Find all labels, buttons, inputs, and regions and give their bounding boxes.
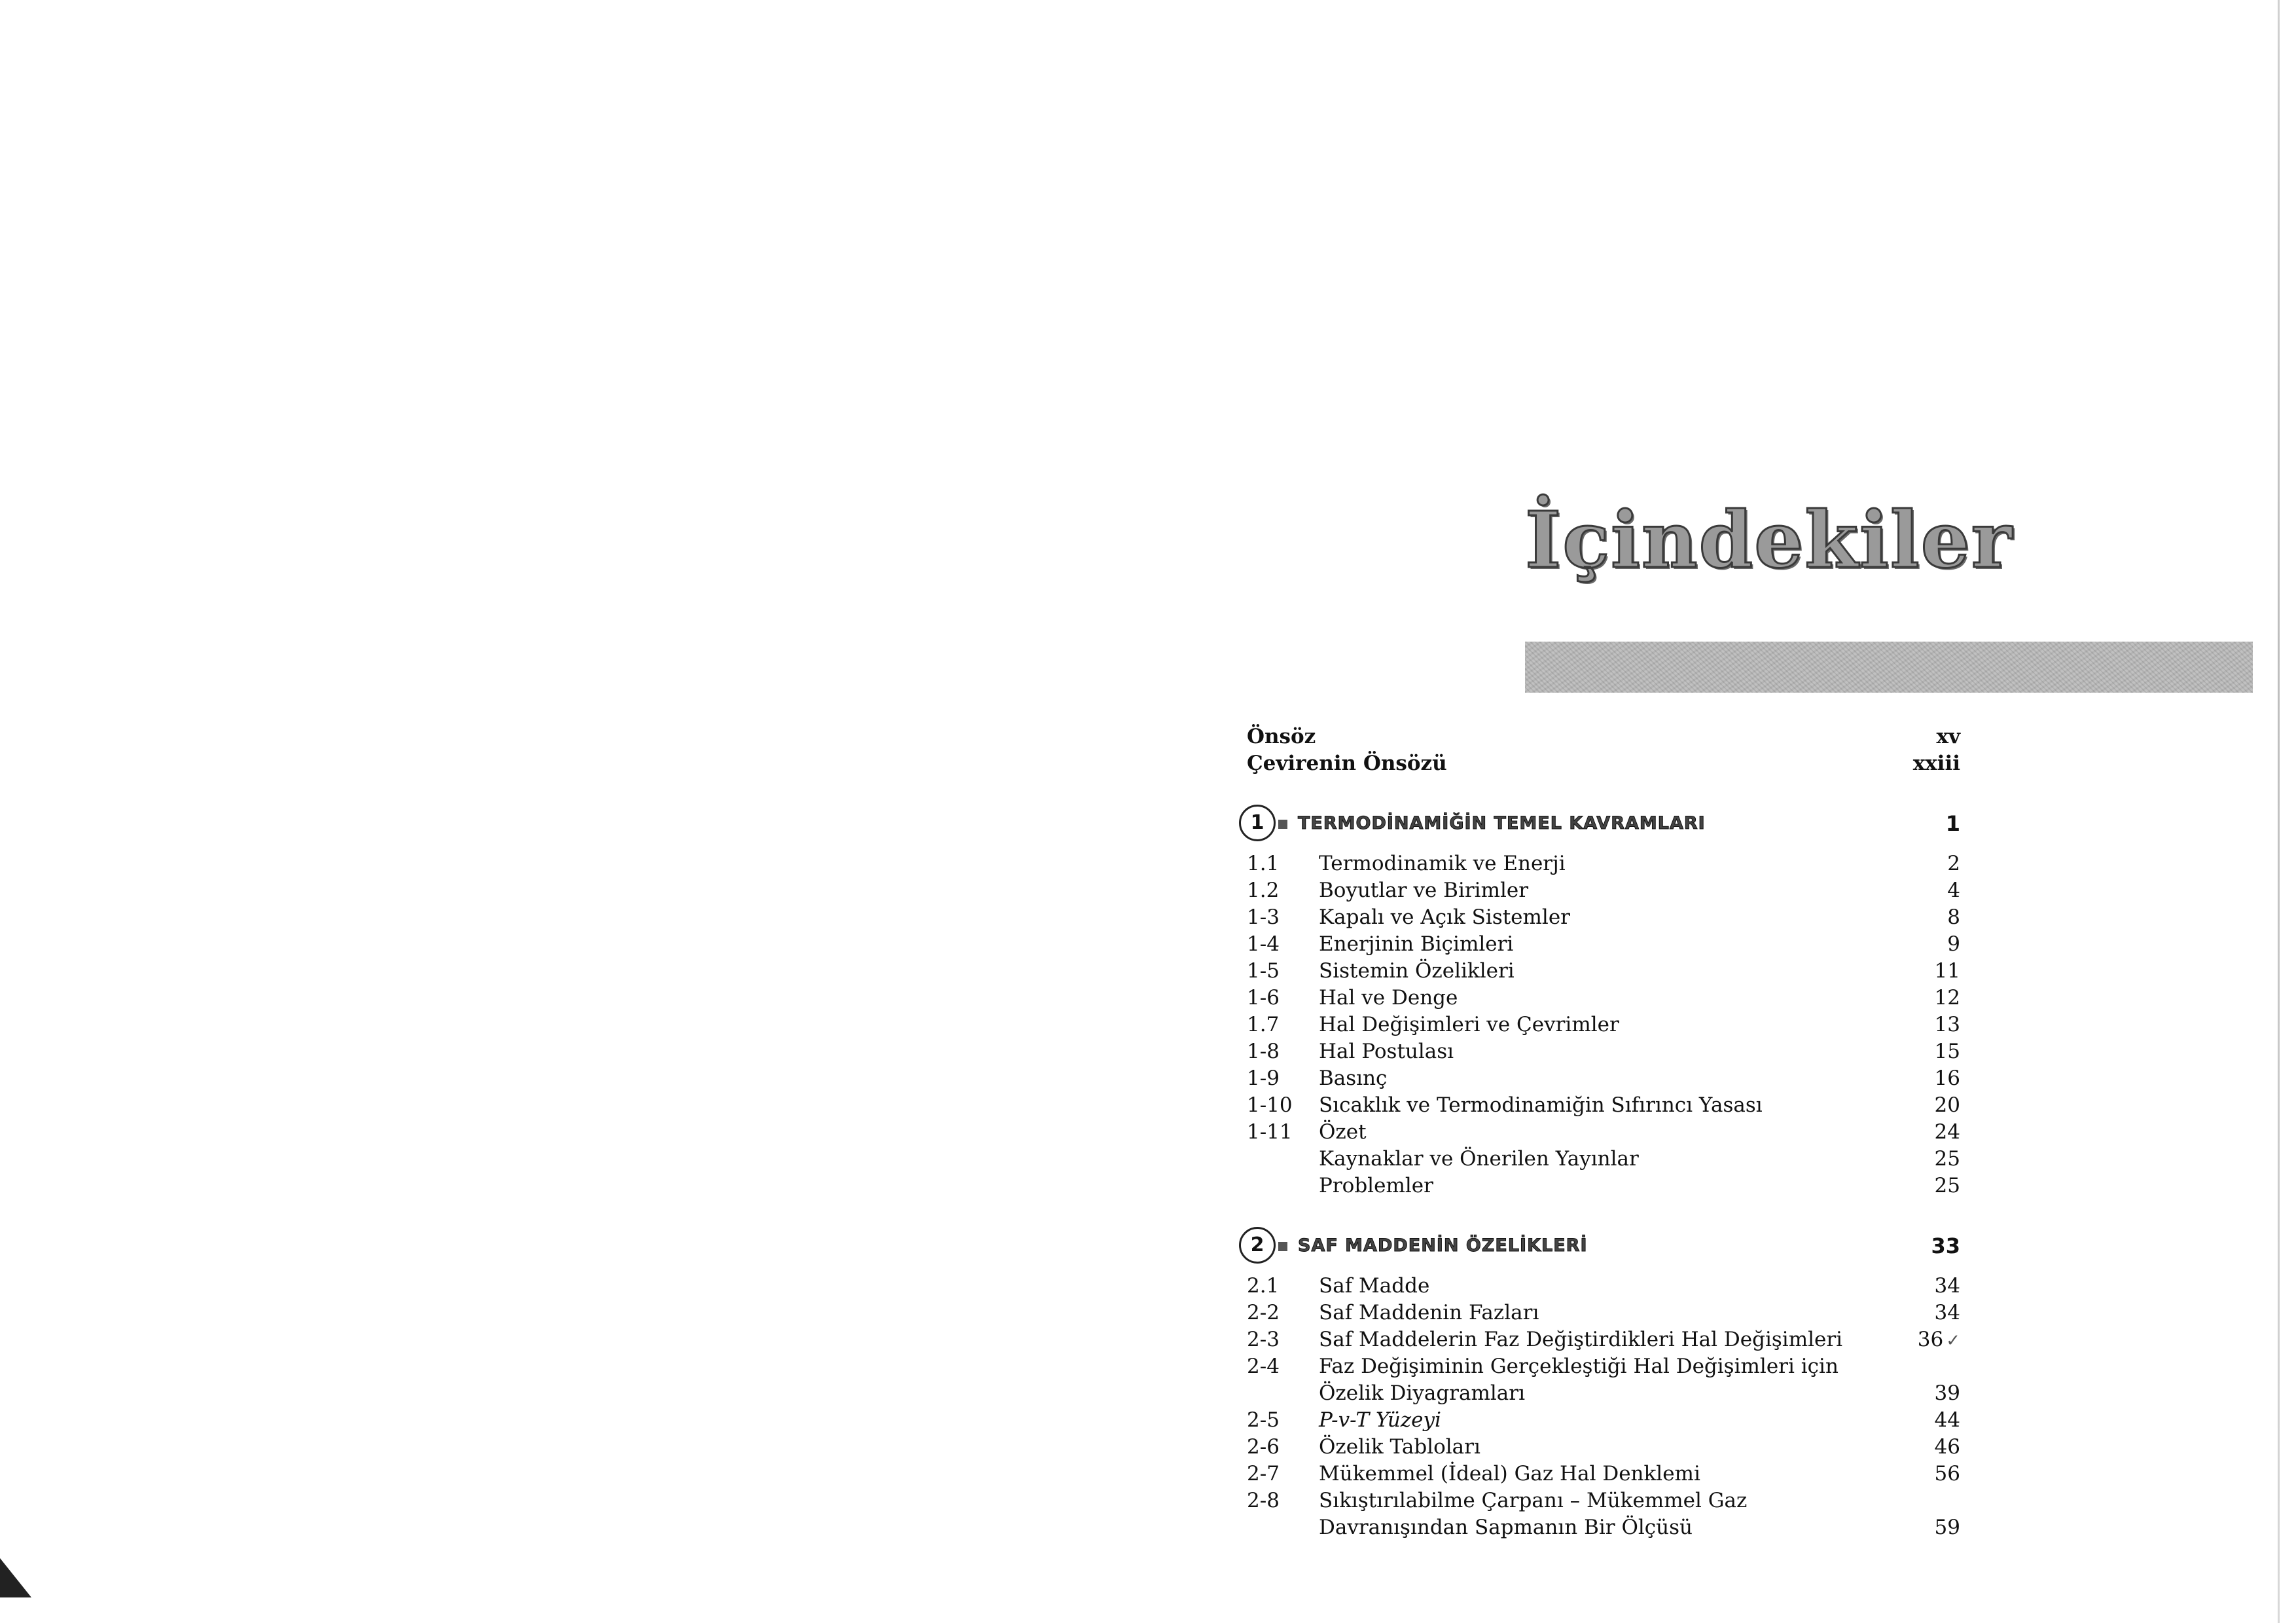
- section-label: Mükemmel (İdeal) Gaz Hal Denklemi: [1319, 1462, 1700, 1486]
- section-label: Sıcaklık ve Termodinamiğin Sıfırıncı Yasası: [1319, 1093, 1763, 1117]
- section-page: 9: [1947, 932, 1960, 956]
- toc-chapter-1[interactable]: [1247, 803, 1960, 844]
- toc-section[interactable]: [1247, 1092, 1960, 1119]
- title-decorative-bar: [1525, 642, 2253, 693]
- section-page: 15: [1934, 1040, 1960, 1063]
- section-number: 1-9: [1247, 1067, 1280, 1090]
- section-label: Kaynaklar ve Önerilen Yayınlar: [1319, 1147, 1639, 1171]
- section-label: Boyutlar ve Birimler: [1319, 879, 1529, 902]
- toc-section[interactable]: [1247, 1173, 1960, 1199]
- section-number: 1-5: [1247, 959, 1280, 983]
- toc-section[interactable]: [1247, 877, 1960, 904]
- page-edge: [2278, 0, 2280, 1623]
- toc-section[interactable]: [1247, 850, 1960, 877]
- section-number: 1-6: [1247, 986, 1280, 1010]
- toc-section[interactable]: [1247, 1434, 1960, 1461]
- section-number: 1-3: [1247, 905, 1280, 929]
- section-page: 20: [1934, 1093, 1960, 1117]
- chapter-square-icon: [1278, 1242, 1287, 1251]
- toc-item-page: xv: [1936, 725, 1960, 748]
- section-label: Saf Maddelerin Faz Değiştirdikleri Hal Değişimleri: [1319, 1328, 1843, 1351]
- section-page: 25: [1934, 1174, 1960, 1197]
- section-number: 2-2: [1247, 1301, 1280, 1324]
- section-label: Problemler: [1319, 1174, 1433, 1197]
- toc-section[interactable]: [1247, 1326, 1960, 1353]
- section-number: 2-7: [1247, 1462, 1280, 1486]
- section-label: P-v-T Yüzeyi: [1319, 1408, 1441, 1432]
- section-page: 12: [1934, 986, 1960, 1010]
- toc-section[interactable]: [1247, 1119, 1960, 1146]
- section-label: Termodinamik ve Enerji: [1319, 852, 1566, 875]
- section-label: Özelik Diyagramları: [1319, 1381, 1525, 1405]
- toc-section[interactable]: [1247, 1146, 1960, 1173]
- section-number: 1-10: [1247, 1093, 1293, 1117]
- toc-chapter-2[interactable]: [1247, 1226, 1960, 1266]
- section-page: 44: [1934, 1408, 1960, 1432]
- section-page: 25: [1934, 1147, 1960, 1171]
- toc-section-continuation[interactable]: [1247, 1514, 1960, 1541]
- section-number: 2-6: [1247, 1435, 1280, 1459]
- toc-item-label: Çevirenin Önsözü: [1247, 752, 1447, 775]
- section-number: 2.1: [1247, 1274, 1280, 1298]
- section-number: 1.7: [1247, 1013, 1280, 1036]
- chapter-title: SAF MADDENİN ÖZELİKLERİ: [1298, 1235, 1588, 1256]
- toc-section[interactable]: [1247, 1353, 1960, 1380]
- section-page: 46: [1934, 1435, 1960, 1459]
- toc-section[interactable]: [1247, 985, 1960, 1012]
- toc-section[interactable]: [1247, 1038, 1960, 1065]
- chapter-page: 1: [1945, 811, 1960, 836]
- section-label: Kapalı ve Açık Sistemler: [1319, 905, 1571, 929]
- handwritten-tick-icon: ✓: [1946, 1331, 1960, 1351]
- section-number: 1-11: [1247, 1120, 1293, 1144]
- section-number: 2-3: [1247, 1328, 1280, 1351]
- section-page: 34: [1934, 1301, 1960, 1324]
- section-label: Enerjinin Biçimleri: [1319, 932, 1514, 956]
- toc-section[interactable]: [1247, 1407, 1960, 1434]
- scan-corner-mark: [0, 1558, 31, 1597]
- section-page: 24: [1934, 1120, 1960, 1144]
- toc-section[interactable]: [1247, 958, 1960, 985]
- section-page: [1918, 1326, 1960, 1355]
- chapter-square-icon: [1278, 820, 1287, 829]
- toc-item-label: Önsöz: [1247, 725, 1316, 748]
- chapter-number-badge: 1: [1239, 805, 1276, 841]
- toc-section[interactable]: [1247, 1065, 1960, 1092]
- section-page: 39: [1934, 1381, 1960, 1405]
- toc-section[interactable]: [1247, 931, 1960, 958]
- toc-front-item[interactable]: [1247, 723, 1960, 750]
- toc-section-continuation[interactable]: [1247, 1380, 1960, 1407]
- section-label: Özelik Tabloları: [1319, 1435, 1480, 1459]
- section-label: Faz Değişiminin Gerçekleştiği Hal Değişimleri için: [1319, 1355, 1839, 1378]
- section-page: 59: [1934, 1516, 1960, 1539]
- section-label: Saf Madde: [1319, 1274, 1430, 1298]
- section-page: 8: [1947, 905, 1960, 929]
- section-page: 2: [1947, 852, 1960, 875]
- section-page: 4: [1947, 879, 1960, 902]
- page-title: İçindekiler: [1525, 494, 2013, 585]
- section-number: 2-4: [1247, 1355, 1280, 1378]
- toc-item-page: xxiii: [1912, 752, 1960, 775]
- section-label: Davranışından Sapmanın Bir Ölçüsü: [1319, 1516, 1693, 1539]
- toc-front-item[interactable]: [1247, 750, 1960, 777]
- chapter-title: TERMODİNAMİĞİN TEMEL KAVRAMLARI: [1298, 813, 1706, 833]
- section-number: 2-8: [1247, 1489, 1280, 1512]
- section-label: Özet: [1319, 1120, 1367, 1144]
- section-label: Hal Postulası: [1319, 1040, 1454, 1063]
- section-label: Sistemin Özelikleri: [1319, 959, 1515, 983]
- toc-section[interactable]: [1247, 1300, 1960, 1326]
- section-page: 11: [1934, 959, 1960, 983]
- section-number: 1.2: [1247, 879, 1280, 902]
- table-of-contents: [1247, 723, 1960, 1541]
- chapter-number-badge: 2: [1239, 1227, 1276, 1264]
- section-label: Hal ve Denge: [1319, 986, 1458, 1010]
- toc-section[interactable]: [1247, 1273, 1960, 1300]
- section-page: 34: [1934, 1274, 1960, 1298]
- toc-section[interactable]: [1247, 904, 1960, 931]
- toc-section[interactable]: [1247, 1461, 1960, 1487]
- section-number: 1.1: [1247, 852, 1280, 875]
- section-number: 2-5: [1247, 1408, 1280, 1432]
- section-label: Hal Değişimleri ve Çevrimler: [1319, 1013, 1619, 1036]
- section-number: 1-8: [1247, 1040, 1280, 1063]
- section-page-number: 36: [1917, 1328, 1944, 1351]
- section-label: Saf Maddenin Fazları: [1319, 1301, 1539, 1324]
- section-page: 16: [1934, 1067, 1960, 1090]
- section-number: 1-4: [1247, 932, 1280, 956]
- toc-section[interactable]: [1247, 1012, 1960, 1038]
- toc-section[interactable]: [1247, 1487, 1960, 1514]
- section-page: 13: [1934, 1013, 1960, 1036]
- section-label: Sıkıştırılabilme Çarpanı – Mükemmel Gaz: [1319, 1489, 1748, 1512]
- section-page: 56: [1934, 1462, 1960, 1486]
- section-label: Basınç: [1319, 1067, 1388, 1090]
- chapter-page: 33: [1931, 1233, 1960, 1258]
